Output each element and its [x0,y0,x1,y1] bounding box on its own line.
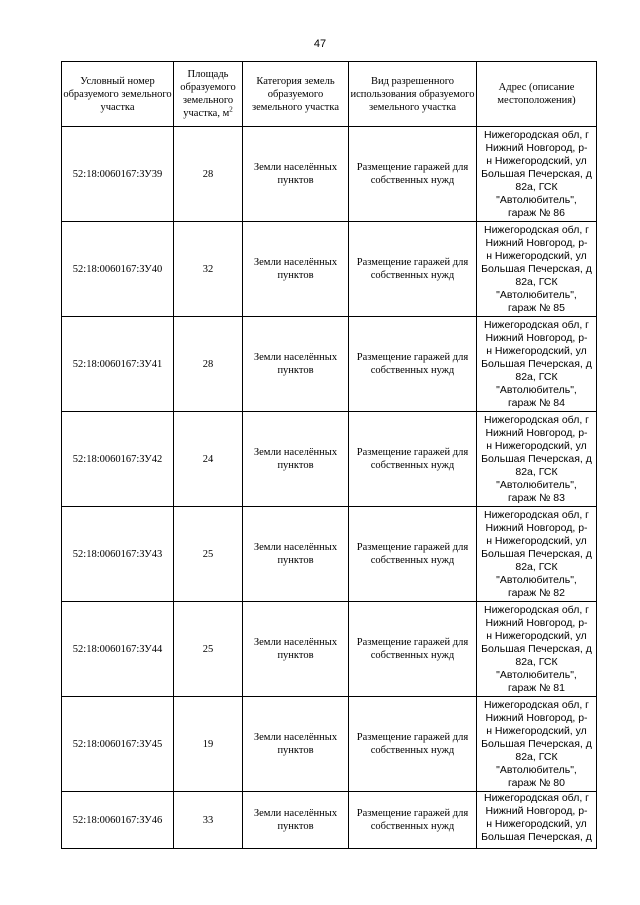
table-row [62,507,597,602]
address-line: н Нижегородский, ул [486,439,587,452]
address-line: 82а, ГСК [515,655,558,668]
table-row [62,697,597,792]
address-line: "Автолюбитель", [496,763,577,776]
cell-number: 52:18:0060167:ЗУ41 [62,317,174,412]
cell-address [477,507,597,602]
address-line: Большая Печерская, д [481,642,592,655]
address-line: Большая Печерская, д [481,737,592,750]
cell-category: Земли населённых пунктов [243,697,349,792]
address-line: гараж № 85 [508,301,565,314]
address-line: "Автолюбитель", [496,288,577,301]
cell-category: Земли населённых пунктов [243,792,349,849]
table-row [62,317,597,412]
address-line: Нижний Новгород, р- [485,805,588,817]
address-line: 82а, ГСК [515,275,558,288]
address-line: "Автолюбитель", [496,478,577,491]
cell-use: Размещение гаражей для собственных нужд [349,317,477,412]
table-row [62,222,597,317]
cell-area: 25 [174,507,243,602]
address-line: Нижегородская обл, г [483,223,589,236]
header-use: Вид разрешенного использования образуемого земельного участка [349,62,477,127]
address-line: 82а, ГСК [515,370,558,383]
address-line: 82а, ГСК [515,750,558,763]
cell-address [477,697,597,792]
address-line: "Автолюбитель", [496,668,577,681]
cell-use: Размещение гаражей для собственных нужд [349,412,477,507]
address-line: н Нижегородский, ул [486,344,587,357]
cell-number: 52:18:0060167:ЗУ39 [62,127,174,222]
address-line: Нижний Новгород, р- [485,426,588,439]
address-line: Большая Печерская, д [481,452,592,465]
address-line: гараж № 86 [508,206,565,219]
address-line: гараж № 83 [508,491,565,504]
address-line: Нижегородская обл, г [483,508,589,521]
cell-address [477,792,597,849]
cell-area: 32 [174,222,243,317]
address-line: Большая Печерская, д [481,831,592,843]
header-area-sup: 2 [229,105,233,114]
cell-number: 52:18:0060167:ЗУ45 [62,697,174,792]
address-line: "Автолюбитель", [496,383,577,396]
table-row [62,792,597,849]
address-line: Нижегородская обл, г [483,603,589,616]
address-line: Большая Печерская, д [481,167,592,180]
address-line: 82а, ГСК [515,560,558,573]
cell-area: 28 [174,127,243,222]
cell-number: 52:18:0060167:ЗУ43 [62,507,174,602]
header-category: Категория земель образуемого земельного участка [243,62,349,127]
cell-address [477,127,597,222]
cell-use: Размещение гаражей для собственных нужд [349,127,477,222]
cell-category: Земли населённых пунктов [243,507,349,602]
address-line: гараж № 81 [508,681,565,694]
table-body [62,127,597,849]
cell-area: 33 [174,792,243,849]
address-line: Нижний Новгород, р- [485,616,588,629]
table-row [62,602,597,697]
header-address: Адрес (описание местоположения) [477,62,597,127]
address-line: Нижегородская обл, г [483,413,589,426]
address-line: гараж № 82 [508,586,565,599]
cell-category: Земли населённых пунктов [243,317,349,412]
address-line: Нижегородская обл, г [483,318,589,331]
address-line: "Автолюбитель", [496,193,577,206]
address-line: "Автолюбитель", [496,573,577,586]
address-line: Большая Печерская, д [481,262,592,275]
page-number: 47 [313,38,327,50]
address-line: Нижегородская обл, г [483,792,589,804]
address-line: н Нижегородский, ул [486,154,587,167]
header-number: Условный номер образуемого земельного участка [62,62,174,127]
cell-number: 52:18:0060167:ЗУ46 [62,792,174,849]
address-line: 82а, ГСК [515,465,558,478]
cell-category: Земли населённых пунктов [243,222,349,317]
table-row [62,127,597,222]
cell-category: Земли населённых пунктов [243,602,349,697]
cell-use: Размещение гаражей для собственных нужд [349,792,477,849]
address-line: н Нижегородский, ул [486,534,587,547]
cell-number: 52:18:0060167:ЗУ42 [62,412,174,507]
address-line: Нижний Новгород, р- [485,521,588,534]
address-line: Нижний Новгород, р- [485,711,588,724]
cell-area: 24 [174,412,243,507]
cell-number: 52:18:0060167:ЗУ40 [62,222,174,317]
address-line: 82а, ГСК [515,180,558,193]
cell-use: Размещение гаражей для собственных нужд [349,602,477,697]
cell-area: 25 [174,602,243,697]
address-line: н Нижегородский, ул [486,629,587,642]
cell-use: Размещение гаражей для собственных нужд [349,222,477,317]
address-line: Большая Печерская, д [481,357,592,370]
cell-number: 52:18:0060167:ЗУ44 [62,602,174,697]
address-line: Нижегородская обл, г [483,128,589,141]
cell-area: 28 [174,317,243,412]
cell-address [477,412,597,507]
cell-category: Земли населённых пунктов [243,412,349,507]
address-line: н Нижегородский, ул [486,818,587,830]
cell-use: Размещение гаражей для собственных нужд [349,507,477,602]
address-line: н Нижегородский, ул [486,724,587,737]
address-line: Нижегородская обл, г [483,698,589,711]
cell-category: Земли населённых пунктов [243,127,349,222]
cell-address [477,317,597,412]
address-line: гараж № 84 [508,396,565,409]
header-area [174,62,243,127]
address-line: н Нижегородский, ул [486,249,587,262]
address-line: Нижний Новгород, р- [485,331,588,344]
address-line: Нижний Новгород, р- [485,236,588,249]
cell-address [477,602,597,697]
address-line: Большая Печерская, д [481,547,592,560]
header-area-text: Площадь образуемого земельного участка, м [180,69,236,119]
address-line: гараж № 80 [508,776,565,789]
land-plots-table [61,61,597,849]
cell-area: 19 [174,697,243,792]
table-header-row [62,62,597,127]
address-line: Нижний Новгород, р- [485,141,588,154]
table-row [62,412,597,507]
cell-use: Размещение гаражей для собственных нужд [349,697,477,792]
cell-address [477,222,597,317]
